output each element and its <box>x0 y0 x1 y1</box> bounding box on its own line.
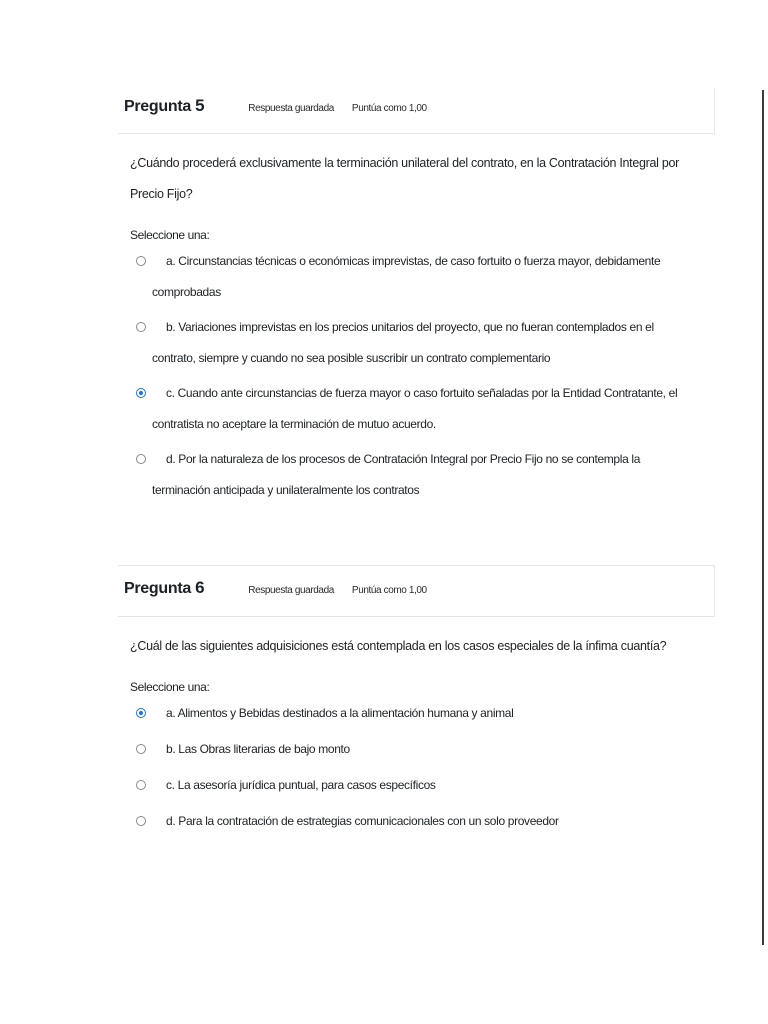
question-header <box>118 88 715 134</box>
answer-option-a[interactable] <box>132 698 692 729</box>
answer-option-c[interactable] <box>132 770 692 801</box>
answer-label[interactable]: a. Circunstancias técnicas o económicas imprevistas, de caso fortuito o fuerza mayor, debidamente comprobadas <box>152 254 661 299</box>
question-number-value: 6 <box>195 578 205 597</box>
answer-prompt: Seleccione una: <box>130 680 210 694</box>
answer-label[interactable]: b. Variaciones imprevistas en los precios unitarios del proyecto, que no fueran contemplados en el contrato, siempre y cuando no sea posible suscribir un contrato complementario <box>152 320 654 365</box>
radio-button-a[interactable] <box>136 708 146 718</box>
question-5 <box>118 88 718 510</box>
question-state: Respuesta guardada <box>248 103 334 114</box>
radio-button-c[interactable] <box>136 780 146 790</box>
radio-button-a[interactable] <box>136 256 146 266</box>
answer-list <box>132 246 692 506</box>
question-grade: Puntúa como 1,00 <box>351 103 427 114</box>
answer-option-b[interactable] <box>132 312 692 374</box>
radio-button-d[interactable] <box>136 454 146 464</box>
question-number-value: 5 <box>195 96 205 115</box>
answer-option-d[interactable] <box>132 444 692 506</box>
answer-option-a[interactable] <box>132 246 692 308</box>
radio-button-d[interactable] <box>136 816 146 826</box>
answer-label[interactable]: b. Las Obras literarias de bajo monto <box>166 742 350 756</box>
question-label: Pregunta <box>124 580 191 597</box>
answer-label[interactable]: d. Por la naturaleza de los procesos de Contratación Integral por Precio Fijo no se contempla la terminación anticipada y unilateralmente los contratos <box>152 452 641 497</box>
page-right-border <box>762 90 764 945</box>
question-number <box>124 96 204 116</box>
answer-label[interactable]: c. La asesoría jurídica puntual, para casos específicos <box>166 778 436 792</box>
radio-button-c[interactable] <box>136 388 146 398</box>
question-6 <box>118 565 718 842</box>
answer-option-b[interactable] <box>132 734 692 765</box>
question-label: Pregunta <box>124 98 191 115</box>
answer-list <box>132 698 692 837</box>
answer-label[interactable]: d. Para la contratación de estrategias comunicacionales con un solo proveedor <box>166 814 559 828</box>
question-text: ¿Cuál de las siguientes adquisiciones está contemplada en los casos especiales de la ínfima cuantía? <box>130 639 667 653</box>
answer-option-d[interactable] <box>132 806 692 837</box>
answer-prompt: Seleccione una: <box>130 228 210 242</box>
answer-label[interactable]: c. Cuando ante circunstancias de fuerza mayor o caso fortuito señaladas por la Entidad Contratante, el contratista no aceptare la terminación de mutuo acuerdo. <box>152 386 678 431</box>
question-header <box>118 565 715 617</box>
answer-label[interactable]: a. Alimentos y Bebidas destinados a la alimentación humana y animal <box>166 706 514 720</box>
radio-button-b[interactable] <box>136 744 146 754</box>
radio-button-b[interactable] <box>136 322 146 332</box>
question-state: Respuesta guardada <box>248 585 334 596</box>
question-text: ¿Cuándo procederá exclusivamente la terminación unilateral del contrato, en la Contratación Integral por Precio Fijo? <box>130 156 679 201</box>
question-grade: Puntúa como 1,00 <box>351 585 427 596</box>
answer-option-c[interactable] <box>132 378 692 440</box>
question-number <box>124 578 204 598</box>
